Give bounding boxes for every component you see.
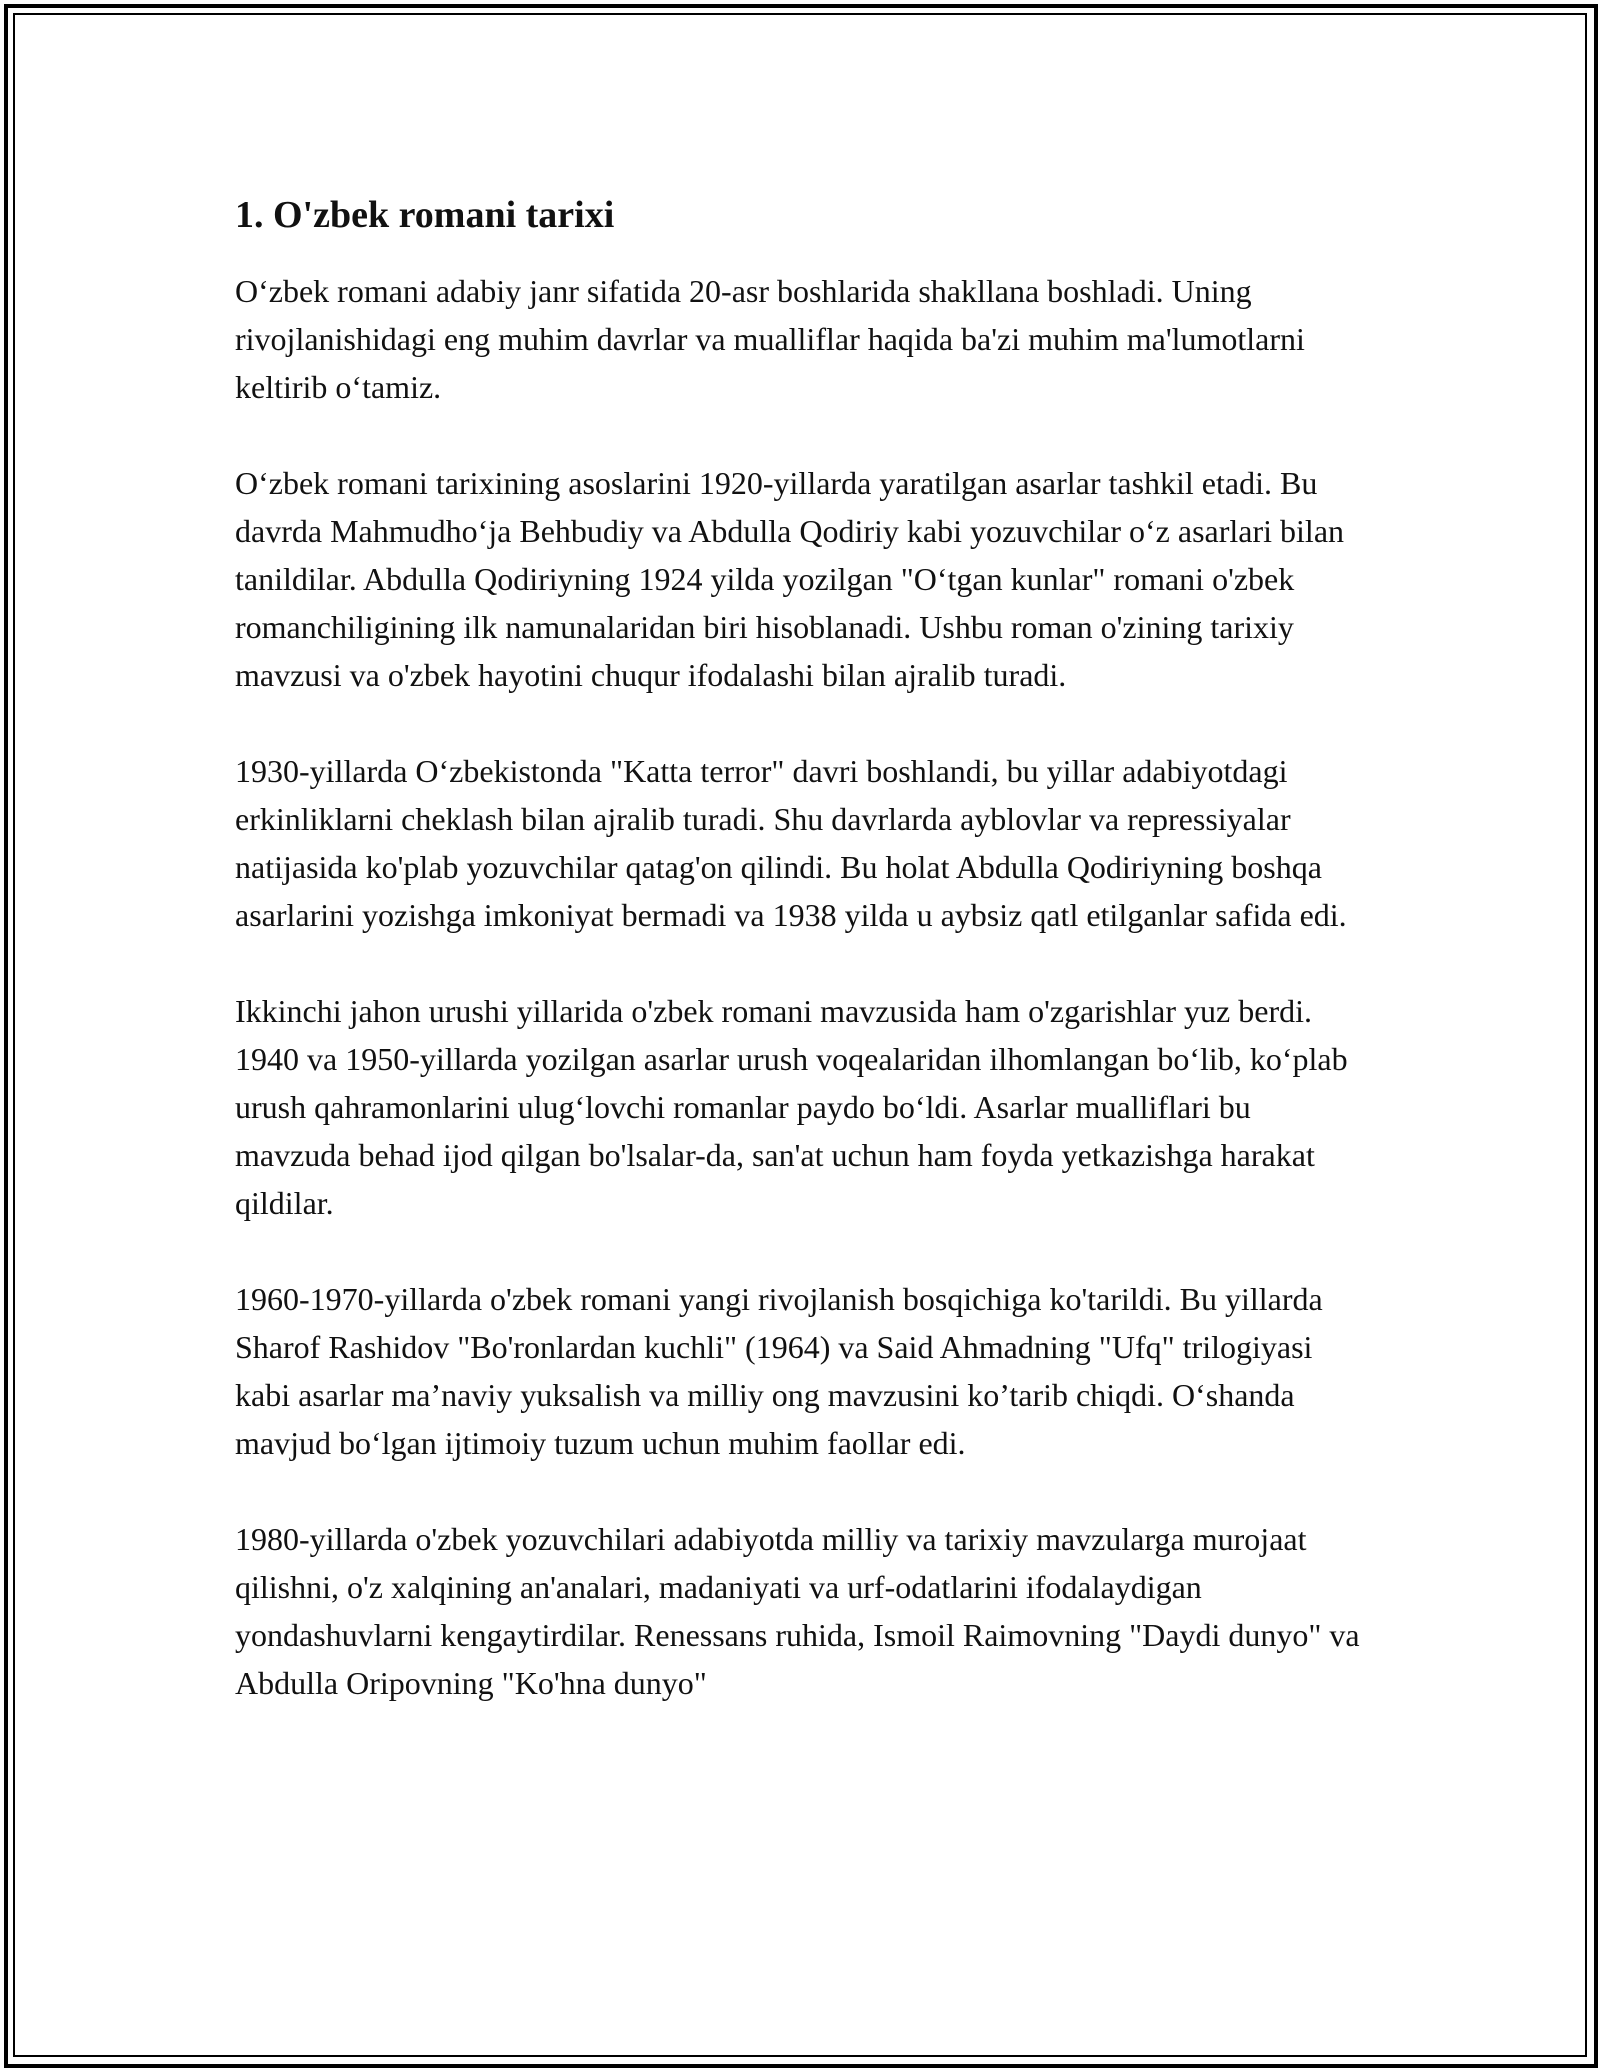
paragraph-1980s: 1980-yillarda o'zbek yozuvchilari adabiyotda milliy va tarixiy mavzularga murojaat qilishni, o'z xalqining an'analari, madaniyati va urf-odatlarini ifodalaydigan yondashuvlarni kengaytirdilar. Renessans ruhida, Ismoil Raimovning "Daydi dunyo" va Abdulla Oripovning "Ko'hna dunyo" — [235, 1521, 1360, 1701]
paragraph-1930s: 1930-yillarda O‘zbekistonda "Katta terror" davri boshlandi, bu yillar adabiyotdagi erkinliklarni cheklash bilan ajralib turadi. Shu davrlarda ayblovlar va repressiyalar natijasida ko'plab yozuvchilar qatag'on qilindi. Bu holat Abdulla Qodiriyning boshqa asarlarini yozishga imkoniyat bermadi va 1938 yilda u aybsiz qatl etilganlar safida edi. — [235, 753, 1347, 933]
paragraph-1960s-1970s: 1960-1970-yillarda o'zbek romani yangi rivojlanish bosqichiga ko'tarildi. Bu yillarda Sharof Rashidov "Bo'ronlardan kuchli" (1964) va Said Ahmadning "Ufq" trilogiyasi kabi asarlar ma’naviy yuksalish va milliy ong mavzusini ko’tarib chiqdi. O‘shanda mavjud bo‘lgan ijtimoiy tuzum uchun muhim faollar edi. — [235, 1281, 1323, 1461]
paragraph-war-years: Ikkinchi jahon urushi yillarida o'zbek romani mavzusida ham o'zgarishlar yuz berdi. 1940 va 1950-yillarda yozilgan asarlar urush voqealaridan ilhomlangan bo‘lib, ko‘plab urush qahramonlarini ulug‘lovchi romanlar paydo bo‘ldi. Asarlar mualliflari bu mavzuda behad ijod qilgan bo'lsalar-da, san'at uchun ham foyda yetkazishga harakat qildilar. — [235, 993, 1348, 1221]
paragraph-intro: O‘zbek romani adabiy janr sifatida 20-asr boshlarida shakllana boshladi. Uning rivojlanishidagi eng muhim davrlar va mualliflar haqida ba'zi muhim ma'lumotlarni keltirib o‘tamiz. — [235, 273, 1305, 405]
document-body — [235, 185, 1370, 1707]
paragraph-1920s: O‘zbek romani tarixining asoslarini 1920-yillarda yaratilgan asarlar tashkil etadi. Bu davrda Mahmudho‘ja Behbudiy va Abdulla Qodiriy kabi yozuvchilar o‘z asarlari bilan tanildilar. Abdulla Qodiriyning 1924 yilda yozilgan "O‘tgan kunlar" romani o'zbek romanchiligining ilk namunalaridan biri hisoblanadi. Ushbu roman o'zining tarixiy mavzusi va o'zbek hayotini chuqur ifodalashi bilan ajralib turadi. — [235, 465, 1345, 693]
section-title: 1. O'zbek romani tarixi — [235, 194, 615, 236]
